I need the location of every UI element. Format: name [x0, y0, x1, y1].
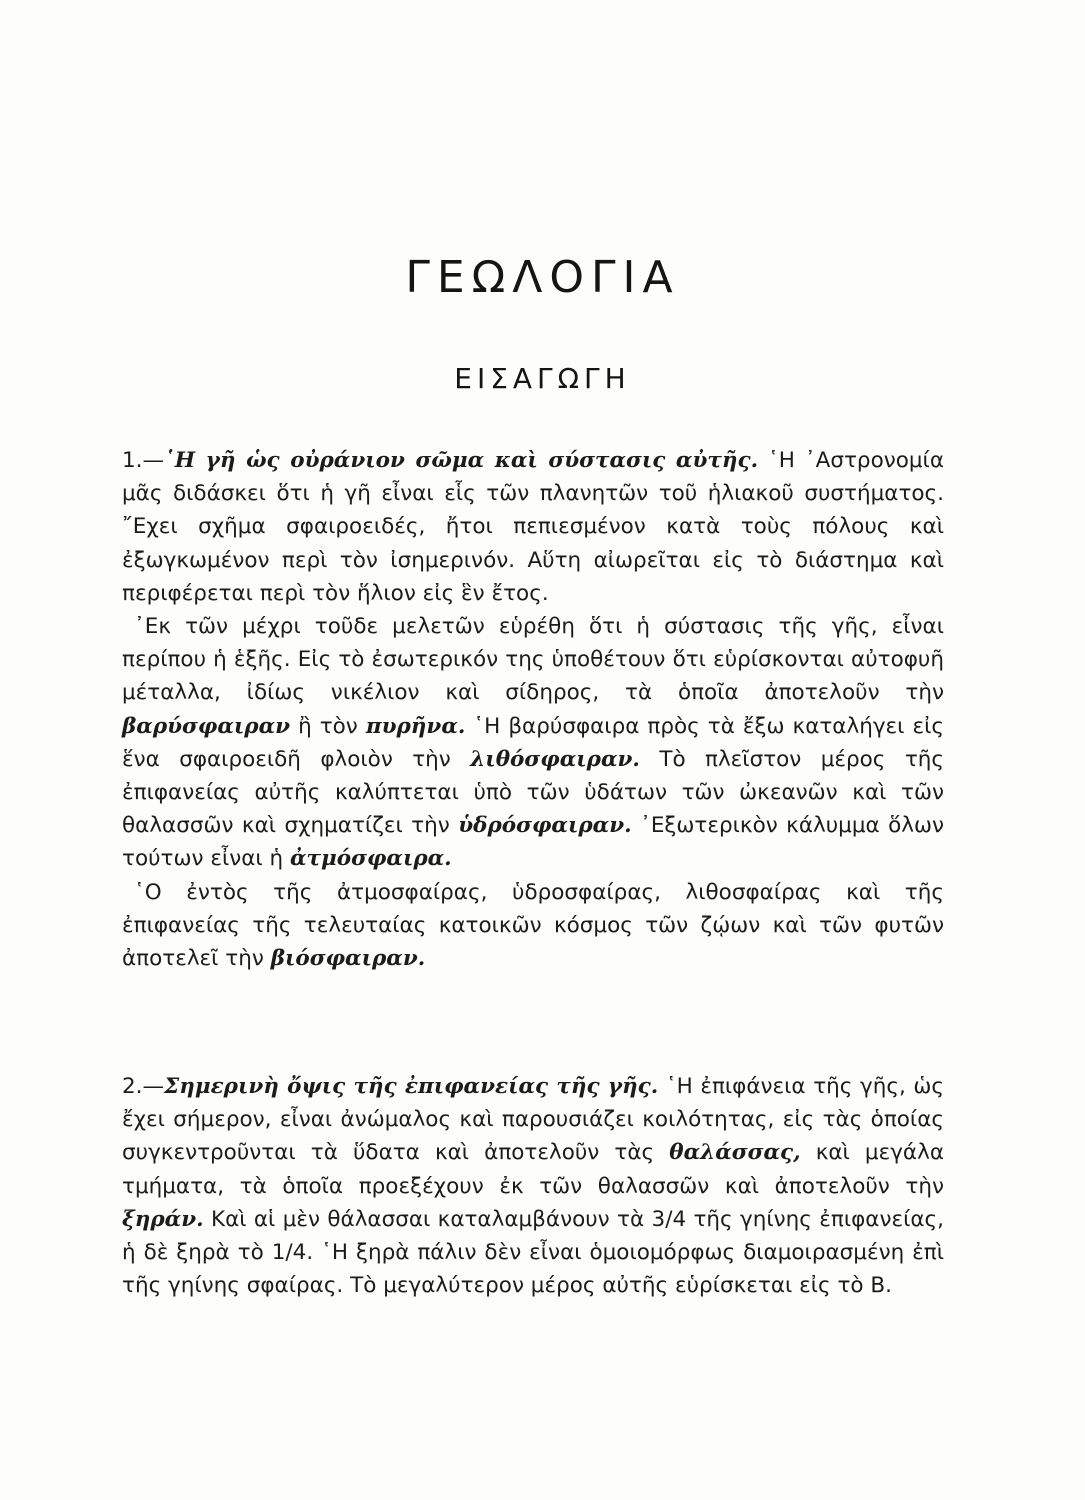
term-pyrinas: πυρῆνα.: [365, 713, 466, 739]
section-1-text-2b: ἢ τὸν: [298, 713, 358, 739]
section-1: [122, 444, 944, 975]
section-1-heading: ῾Η γῆ ὡς οὐράνιον σῶμα καὶ σύστασις αὐτῆς.: [164, 448, 759, 473]
term-thalassas: θαλάσσας,: [669, 1140, 801, 1166]
section-2: [122, 1070, 944, 1302]
section-2-number: 2.—: [122, 1074, 165, 1099]
term-hydrosphaira: ὑδρόσφαιραν.: [458, 813, 632, 839]
section-1-text-1: ῾Η ᾿Αστρονομία μᾶς διδάσκει ὅτι ἡ γῆ εἶναι εἷς τῶν πλανητῶν τοῦ ἡλιακοῦ συστήματος. ῎Εχει σχῆμα σφαιροειδές, ἤτοι πεπιεσμένον κατὰ τοὺς πόλους καὶ ἐξωγκωμένον περὶ τὸν ἰσημερινόν. Αὕτη αἰωρεῖται εἰς τὸ διάστημα καὶ περιφέρεται περὶ τὸν ἥλιον εἰς ἓν ἔτος.: [122, 448, 945, 606]
section-1-text-2d: Τὸ πλεῖστον μέρος τῆς ἐπιφανείας αὐτῆς καλύπτεται ὑπὸ τῶν ὑδάτων τῶν ὠκεανῶν καὶ τῶν θαλασσῶν καὶ σχηματίζει τὴν: [122, 746, 945, 839]
section-1-paragraph-3: [122, 876, 944, 976]
section-1-text-3a: ῾Ο ἐντὸς τῆς ἀτμοσφαίρας, ὑδροσφαίρας, λιθοσφαίρας καὶ τῆς ἐπιφανείας τῆς τελευταίας κατοικῶν κόσμος τῶν ζῴων καὶ τῶν φυτῶν ἀποτελεῖ τὴν: [122, 879, 944, 972]
section-1-paragraph-1: [122, 444, 944, 610]
section-1-text-2a: ᾿Εκ τῶν μέχρι τοῦδε μελετῶν εὑρέθη ὅτι ἡ σύστασις τῆς γῆς, εἶναι περίπου ἡ ἑξῆς. Εἰς τὸ ἐσωτερικόν της ὑποθέτουν ὅτι εὑρίσκονται αὐτοφυῆ μέταλλα, ἰδίως νικέλιον καὶ σίδηρος, τὰ ὁποῖα ἀποτελοῦν τὴν: [122, 614, 944, 706]
section-1-text-2e: ᾿Εξωτερικὸν κάλυμμα ὅλων τούτων εἶναι ἡ: [122, 813, 945, 872]
term-xiran: ξηράν.: [122, 1206, 204, 1232]
section-1-text-2c: ῾Η βαρύσφαιρα πρὸς τὰ ἔξω καταλήγει εἰς ἕνα σφαιροειδῆ φλοιὸν τὴν: [122, 713, 944, 772]
section-2-text-1b: καὶ μεγάλα τμήματα, τὰ ὁποῖα προεξέχουν ἐκ τῶν θαλασσῶν καὶ ἀποτελοῦν τὴν: [122, 1140, 944, 1199]
term-atmosphaira: ἀτμόσφαιρα.: [290, 846, 452, 872]
term-lithosphaira: λιθόσφαιραν.: [470, 746, 640, 772]
section-2-text-1c: Καὶ αἱ μὲν θάλασσαι καταλαμβάνουν τὰ 3/4 τῆς γηίνης ἐπιφανείας, ἡ δὲ ξηρὰ τὸ 1/4. ῾Η ξηρὰ πάλιν δὲν εἶναι ὁμοιομόρφως διαμοιρασμένη ἐπὶ τῆς γηίνης σφαίρας. Τὸ μεγαλύτερον μέρος αὐτῆς εὑρίσκεται εἰς τὸ Β.: [122, 1206, 944, 1299]
section-1-number: 1.—: [122, 448, 165, 473]
page-subtitle: ΕΙΣΑΓΩΓΗ: [454, 362, 631, 395]
term-biosphaira: βιόσφαιραν.: [270, 946, 426, 972]
section-1-paragraph-2: [122, 610, 944, 876]
section-2-paragraph-1: [122, 1070, 944, 1302]
section-2-heading: Σημερινὴ ὄψις τῆς ἐπιφανείας τῆς γῆς.: [164, 1074, 659, 1099]
section-2-text-1a: ῾Η ἐπιφάνεια τῆς γῆς, ὡς ἔχει σήμερον, εἶναι ἀνώμαλος καὶ παρουσιάζει κοιλότητας, εἰς τὰς ὁποίας συγκεντροῦνται τὰ ὕδατα καὶ ἀποτελοῦν τὰς: [122, 1074, 944, 1166]
page-title: ΓΕΩΛΟΓΙΑ: [405, 252, 680, 303]
term-barysphaira: βαρύσφαιραν: [122, 713, 291, 739]
